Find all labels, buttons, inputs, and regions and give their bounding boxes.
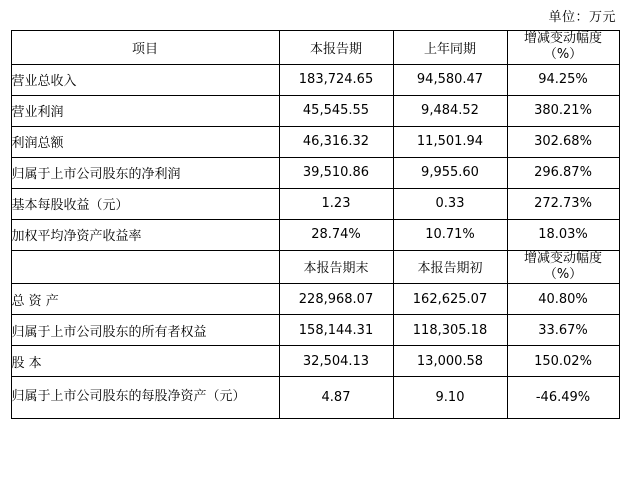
unit-note: 单位：万元 <box>548 10 616 25</box>
financial-summary-table <box>11 30 620 419</box>
row-current: 228,968.07 <box>279 284 393 315</box>
row-change: 33.67% <box>507 315 619 346</box>
row-change: -46.49% <box>507 377 619 419</box>
row-previous: 94,580.47 <box>393 64 507 95</box>
row-previous: 9,484.52 <box>393 95 507 126</box>
row-change: 272.73% <box>507 188 619 219</box>
row-current: 28.74% <box>279 219 393 250</box>
row-previous: 9,955.60 <box>393 157 507 188</box>
row-label: 归属于上市公司股东的所有者权益 <box>11 315 279 346</box>
row-change: 302.68% <box>507 126 619 157</box>
row-label: 归属于上市公司股东的每股净资产（元） <box>11 377 279 419</box>
row-current: 46,316.32 <box>279 126 393 157</box>
row-current: 183,724.65 <box>279 64 393 95</box>
table-row <box>11 126 619 157</box>
table-row <box>11 315 619 346</box>
row-current: 158,144.31 <box>279 315 393 346</box>
row-current: 4.87 <box>279 377 393 419</box>
header-change2-line1: 增减变动幅度 <box>523 250 602 266</box>
row-previous: 9.10 <box>393 377 507 419</box>
row-previous: 10.71% <box>393 219 507 250</box>
table-row <box>11 219 619 250</box>
row-current: 39,510.86 <box>279 157 393 188</box>
header-cell-period-begin: 本报告期初 <box>393 250 507 284</box>
header-cell-item: 项目 <box>11 31 279 65</box>
header-cell-prior-period: 上年同期 <box>393 31 507 65</box>
row-previous: 11,501.94 <box>393 126 507 157</box>
row-label: 总 资 产 <box>11 284 279 315</box>
row-current: 1.23 <box>279 188 393 219</box>
table-row <box>11 64 619 95</box>
table-row <box>11 377 619 419</box>
row-change: 150.02% <box>507 346 619 377</box>
row-current: 32,504.13 <box>279 346 393 377</box>
header-change-line2: （%） <box>543 47 583 63</box>
row-change: 296.87% <box>507 157 619 188</box>
header-change-line1: 增减变动幅度 <box>523 31 602 46</box>
header-change2-line2: （%） <box>543 266 583 282</box>
table-row <box>11 157 619 188</box>
header-cell-current-period: 本报告期 <box>279 31 393 65</box>
table-row <box>11 346 619 377</box>
row-change: 18.03% <box>507 219 619 250</box>
header-cell-change-rate-2 <box>507 250 619 284</box>
header-cell-empty <box>11 250 279 284</box>
table-row <box>11 284 619 315</box>
row-change: 94.25% <box>507 64 619 95</box>
row-current: 45,545.55 <box>279 95 393 126</box>
row-previous: 118,305.18 <box>393 315 507 346</box>
row-previous: 13,000.58 <box>393 346 507 377</box>
row-label: 归属于上市公司股东的净利润 <box>11 157 279 188</box>
row-change: 40.80% <box>507 284 619 315</box>
table-row <box>11 188 619 219</box>
row-label: 加权平均净资产收益率 <box>11 219 279 250</box>
table-header-row-top <box>11 31 619 65</box>
row-change: 380.21% <box>507 95 619 126</box>
header-cell-change-rate <box>507 31 619 65</box>
row-label: 利润总额 <box>11 126 279 157</box>
table-header-row-bottom <box>11 250 619 284</box>
row-label: 股 本 <box>11 346 279 377</box>
row-previous: 0.33 <box>393 188 507 219</box>
row-label: 营业总收入 <box>11 64 279 95</box>
row-label: 基本每股收益（元） <box>11 188 279 219</box>
table-row <box>11 95 619 126</box>
header-cell-period-end: 本报告期末 <box>279 250 393 284</box>
row-label: 营业利润 <box>11 95 279 126</box>
row-previous: 162,625.07 <box>393 284 507 315</box>
